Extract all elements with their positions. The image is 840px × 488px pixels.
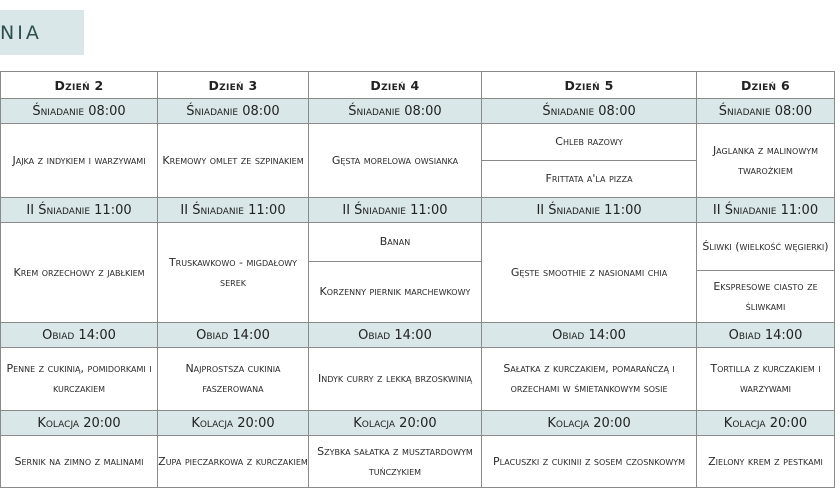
dish-cell: Jajka z indykiem i warzywami	[0, 124, 157, 198]
meal-header: II Śniadanie 11:00	[696, 198, 834, 223]
dish-cell: Zupa pieczarkowa z kurczakiem	[158, 436, 309, 488]
meal-header: Obiad 14:00	[482, 323, 697, 348]
dish-cell: Ekspresowe ciasto ze śliwkami	[697, 271, 834, 322]
breakfast-dishes-row	[0, 124, 835, 198]
plan-title: NIA	[0, 22, 42, 44]
meal-header: Obiad 14:00	[308, 323, 481, 348]
second-breakfast-dishes-row	[0, 223, 835, 323]
meal-header: II Śniadanie 11:00	[482, 198, 697, 223]
meal-header: Obiad 14:00	[696, 323, 834, 348]
meal-header: Kolacja 20:00	[482, 411, 697, 436]
dish-cell: Zielony krem z pestkami	[696, 436, 834, 488]
meal-header: Kolacja 20:00	[696, 411, 834, 436]
day-header-3: Dzień 3	[158, 72, 309, 99]
dinner-header-row	[0, 411, 835, 436]
dish-cell: Najprostsza cukinia faszerowana	[158, 348, 309, 411]
dish-cell: Placuszki z cukinii z sosem czosnkowym	[482, 436, 697, 488]
dish-cell: Śliwki (wielkość węgierki)	[697, 223, 834, 271]
lunch-header-row	[0, 323, 835, 348]
meal-header: Kolacja 20:00	[158, 411, 309, 436]
day-header-2: Dzień 2	[0, 72, 157, 99]
meal-header: Śniadanie 08:00	[482, 99, 697, 124]
meal-header: II Śniadanie 11:00	[0, 198, 157, 223]
dish-cell: Sernik na zimno z malinami	[0, 436, 157, 488]
dish-cell: Gęsta morelowa owsianka	[308, 124, 481, 198]
dish-cell-split	[308, 223, 481, 323]
second-breakfast-header-row	[0, 198, 835, 223]
dish-cell-split	[482, 124, 697, 198]
day-header-4: Dzień 4	[308, 72, 481, 99]
meal-header: Śniadanie 08:00	[158, 99, 309, 124]
dish-cell: Frittata a'la pizza	[482, 161, 696, 197]
meal-header: Obiad 14:00	[0, 323, 157, 348]
dish-cell: Gęste smoothie z nasionami chia	[482, 223, 697, 323]
dish-cell-split	[696, 223, 834, 323]
meal-header: Śniadanie 08:00	[0, 99, 157, 124]
meal-header: II Śniadanie 11:00	[308, 198, 481, 223]
breakfast-header-row	[0, 99, 835, 124]
dish-cell: Krem orzechowy z jabłkiem	[0, 223, 157, 323]
meal-plan-table	[0, 71, 835, 488]
meal-header: II Śniadanie 11:00	[158, 198, 309, 223]
dish-cell: Tortilla z kurczakiem i warzywami	[696, 348, 834, 411]
dish-cell: Penne z cukinią, pomidorkami i kurczakiem	[0, 348, 157, 411]
dish-cell: Korzenny piernik marchewkowy	[309, 262, 481, 322]
day-header-row	[0, 72, 835, 99]
dish-cell: Jaglanka z malinowym twarożkiem	[696, 124, 834, 198]
meal-header: Kolacja 20:00	[308, 411, 481, 436]
dish-cell: Sałatka z kurczakiem, pomarańczą i orzechami w śmietankowym sosie	[482, 348, 697, 411]
dish-cell: Indyk curry z lekką brzoskwinią	[308, 348, 481, 411]
meal-header: Śniadanie 08:00	[308, 99, 481, 124]
meal-header: Obiad 14:00	[158, 323, 309, 348]
dish-cell: Szybka sałatka z musztardowym tuńczykiem	[308, 436, 481, 488]
plan-title-box	[0, 10, 84, 55]
meal-header: Śniadanie 08:00	[696, 99, 834, 124]
dish-cell: Chleb razowy	[482, 125, 696, 161]
day-header-5: Dzień 5	[482, 72, 697, 99]
day-header-6: Dzień 6	[696, 72, 834, 99]
lunch-dishes-row	[0, 348, 835, 411]
dish-cell: Truskawkowo - migdałowy serek	[158, 223, 309, 323]
dish-cell: Kremowy omlet ze szpinakiem	[158, 124, 309, 198]
dish-cell: Banan	[309, 223, 481, 262]
meal-header: Kolacja 20:00	[0, 411, 157, 436]
